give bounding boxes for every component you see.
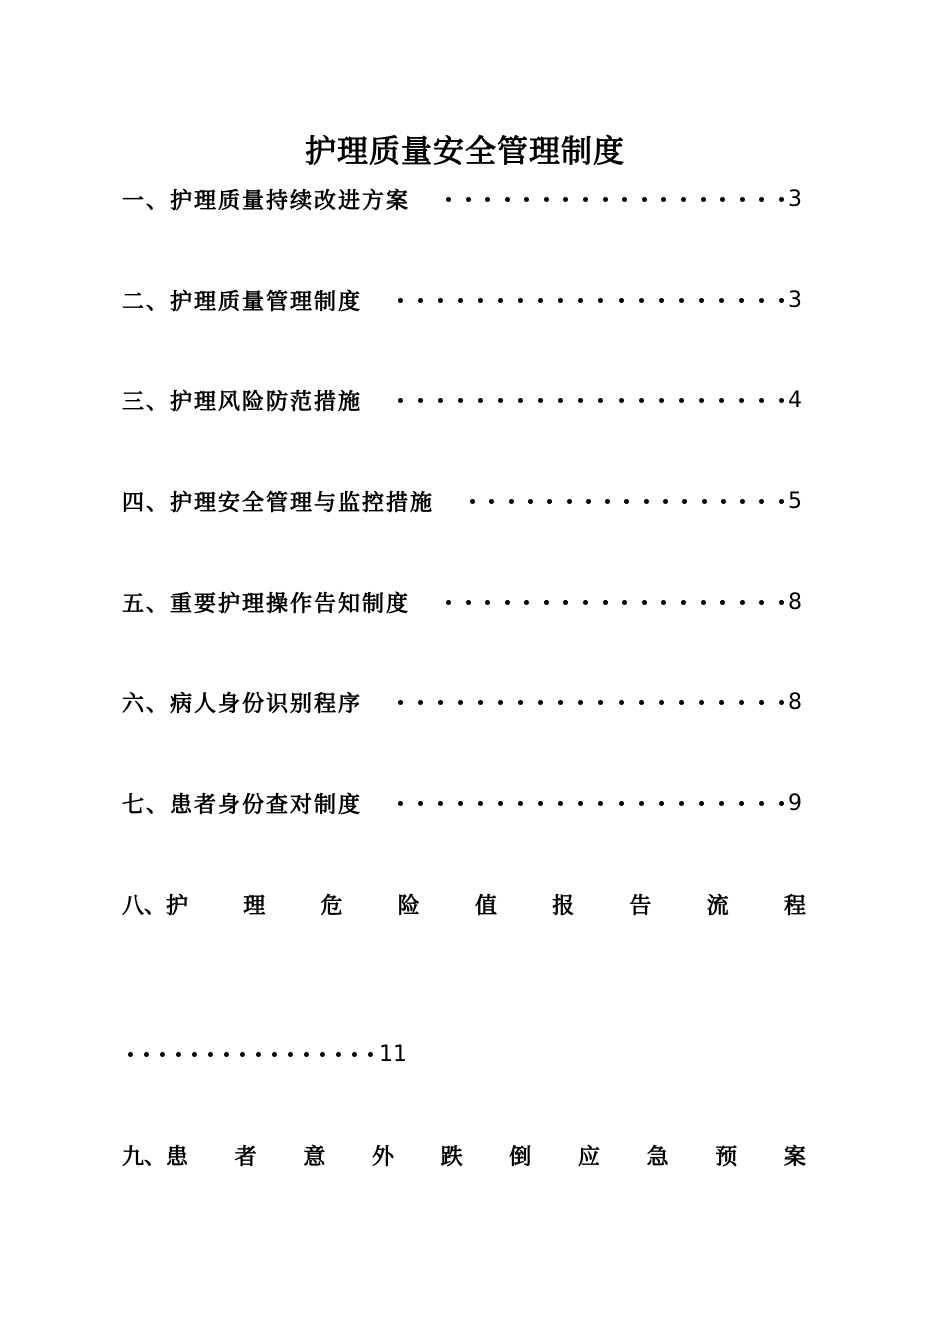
leader-dot: [518, 700, 523, 705]
leader-dot: [224, 1052, 229, 1057]
toc-entry-label: 一、护理质量持续改进方案: [122, 187, 411, 214]
leader-dot: [478, 298, 483, 303]
toc-entry-9-char: 外: [371, 1143, 394, 1170]
toc-leader-dots: [446, 183, 784, 215]
leader-dot: [563, 197, 568, 202]
leader-dot: [719, 801, 724, 806]
toc-entry-9-char: 预: [715, 1143, 738, 1170]
leader-dot: [779, 398, 784, 403]
leader-dot: [740, 600, 745, 605]
leader-dot: [739, 700, 744, 705]
document-title: 护理质量安全管理制度: [305, 134, 625, 170]
leader-dot: [505, 600, 510, 605]
leader-dot: [578, 700, 583, 705]
leader-dot: [470, 499, 475, 504]
leader-dot: [438, 398, 443, 403]
toc-entry[interactable]: [122, 183, 802, 215]
toc-entry-9-char: 者: [234, 1143, 257, 1170]
leader-dot: [661, 600, 666, 605]
toc-entry-label: 三、护理风险防范措施: [122, 388, 363, 415]
leader-dot: [699, 298, 704, 303]
leader-dot: [759, 298, 764, 303]
leader-dot: [578, 298, 583, 303]
toc-entry[interactable]: [122, 384, 802, 416]
leader-dot: [586, 499, 591, 504]
leader-dot: [505, 197, 510, 202]
toc-leader-dots: [446, 586, 784, 618]
leader-dot: [398, 801, 403, 806]
toc-entry[interactable]: [122, 686, 802, 718]
leader-dot: [699, 700, 704, 705]
toc-entry-label: 五、重要护理操作告知制度: [122, 590, 411, 617]
leader-dot: [446, 600, 451, 605]
leader-dot: [719, 398, 724, 403]
leader-dot: [702, 499, 707, 504]
leader-dot: [663, 499, 668, 504]
leader-dot: [639, 298, 644, 303]
leader-dot: [779, 700, 784, 705]
leader-dot: [699, 398, 704, 403]
leader-dot: [721, 499, 726, 504]
leader-dot: [759, 801, 764, 806]
leader-dot: [679, 700, 684, 705]
leader-dot: [639, 398, 644, 403]
toc-entry-9-char: 跌: [440, 1143, 463, 1170]
toc-entry-8[interactable]: [122, 888, 806, 920]
leader-dot: [418, 700, 423, 705]
leader-dot: [438, 801, 443, 806]
leader-dot: [524, 600, 529, 605]
leader-dot: [622, 197, 627, 202]
leader-dot: [558, 398, 563, 403]
leader-dot: [759, 197, 764, 202]
leader-dot: [598, 398, 603, 403]
toc-leader-dots: [470, 485, 784, 517]
leader-dot: [740, 499, 745, 504]
leader-dot: [509, 499, 514, 504]
leader-dot: [679, 398, 684, 403]
toc-entry-page-number: 4: [788, 387, 802, 413]
toc-entry-8-char: 危: [320, 892, 343, 919]
leader-dot: [538, 398, 543, 403]
leader-dot: [458, 298, 463, 303]
leader-dot: [659, 398, 664, 403]
leader-dot: [779, 298, 784, 303]
leader-dot: [538, 298, 543, 303]
leader-dot: [563, 600, 568, 605]
leader-dot: [485, 197, 490, 202]
leader-dot: [759, 499, 764, 504]
leader-dot: [739, 298, 744, 303]
leader-dot: [558, 700, 563, 705]
toc-entry-label: 二、护理质量管理制度: [122, 288, 363, 315]
toc-entry-9-char: 急: [646, 1143, 669, 1170]
leader-dot: [644, 499, 649, 504]
leader-dot: [719, 700, 724, 705]
toc-entry-9-char: 应: [577, 1143, 600, 1170]
toc-entry-label: 四、护理安全管理与监控措施: [122, 489, 435, 516]
leader-dot: [642, 197, 647, 202]
leader-dot: [518, 801, 523, 806]
toc-entry-page-number: 3: [788, 287, 802, 313]
leader-dot: [458, 700, 463, 705]
leader-dot: [438, 700, 443, 705]
leader-dot: [598, 298, 603, 303]
leader-dot: [418, 398, 423, 403]
leader-dot: [699, 801, 704, 806]
leader-dot: [622, 600, 627, 605]
leader-dot: [624, 499, 629, 504]
leader-dot: [639, 801, 644, 806]
leader-dot: [538, 801, 543, 806]
leader-dot: [578, 398, 583, 403]
leader-dot: [478, 398, 483, 403]
leader-dot: [779, 801, 784, 806]
toc-leader-dots: [398, 384, 784, 416]
leader-dot: [288, 1052, 293, 1057]
leader-dot: [759, 700, 764, 705]
leader-dot: [518, 298, 523, 303]
leader-dot: [759, 600, 764, 605]
leader-dot: [583, 197, 588, 202]
leader-dot: [466, 197, 471, 202]
toc-entry-page-number: 3: [788, 186, 802, 212]
leader-dot: [701, 197, 706, 202]
leader-dot: [679, 801, 684, 806]
toc-entry-label: 六、病人身份识别程序: [122, 690, 363, 717]
leader-dot: [368, 1052, 373, 1057]
leader-dot: [719, 298, 724, 303]
toc-entry-label: 七、患者身份查对制度: [122, 791, 363, 818]
leader-dot: [528, 499, 533, 504]
toc-entry-8-page-number: 11: [379, 1041, 407, 1067]
leader-dot: [544, 197, 549, 202]
leader-dot: [558, 298, 563, 303]
leader-dot: [642, 600, 647, 605]
toc-entry[interactable]: [122, 284, 802, 316]
leader-dot: [639, 700, 644, 705]
leader-dot: [779, 197, 784, 202]
leader-dot: [603, 197, 608, 202]
leader-dot: [583, 600, 588, 605]
leader-dot: [518, 398, 523, 403]
leader-dot: [192, 1052, 197, 1057]
leader-dot: [320, 1052, 325, 1057]
toc-entry-8-char: 险: [397, 892, 420, 919]
leader-dot: [160, 1052, 165, 1057]
leader-dot: [352, 1052, 357, 1057]
toc-entry-9-char: 九、患: [122, 1143, 189, 1170]
leader-dot: [681, 600, 686, 605]
leader-dot: [498, 801, 503, 806]
leader-dot: [720, 600, 725, 605]
toc-entry-8-continuation[interactable]: [128, 1038, 407, 1070]
toc-entry-8-char: 告: [629, 892, 652, 919]
leader-dot: [619, 700, 624, 705]
leader-dot: [739, 801, 744, 806]
toc-entry[interactable]: [122, 787, 802, 819]
leader-dot: [619, 801, 624, 806]
toc-entry-8-char: 八、护: [122, 892, 189, 919]
toc-leader-dots: [128, 1052, 373, 1057]
leader-dot: [498, 298, 503, 303]
leader-dot: [418, 298, 423, 303]
leader-dot: [524, 197, 529, 202]
leader-dot: [720, 197, 725, 202]
toc-entry-8-char: 值: [474, 892, 497, 919]
leader-dot: [176, 1052, 181, 1057]
leader-dot: [256, 1052, 261, 1057]
leader-dot: [659, 801, 664, 806]
leader-dot: [740, 197, 745, 202]
toc-entry-8-char: 流: [706, 892, 729, 919]
toc-entry-page-number: 9: [788, 790, 802, 816]
leader-dot: [208, 1052, 213, 1057]
leader-dot: [398, 398, 403, 403]
leader-dot: [458, 398, 463, 403]
toc-entry-8-char: 程: [783, 892, 806, 919]
toc-entry-page-number: 8: [788, 689, 802, 715]
toc-entry-8-char: 报: [552, 892, 575, 919]
toc-leader-dots: [398, 686, 784, 718]
leader-dot: [466, 600, 471, 605]
leader-dot: [272, 1052, 277, 1057]
leader-dot: [538, 700, 543, 705]
leader-dot: [603, 600, 608, 605]
toc-entry-page-number: 5: [788, 488, 802, 514]
leader-dot: [544, 600, 549, 605]
leader-dot: [240, 1052, 245, 1057]
leader-dot: [578, 801, 583, 806]
leader-dot: [489, 499, 494, 504]
leader-dot: [446, 197, 451, 202]
leader-dot: [478, 700, 483, 705]
leader-dot: [478, 801, 483, 806]
leader-dot: [701, 600, 706, 605]
toc-entry-9-char: 倒: [509, 1143, 532, 1170]
leader-dot: [458, 801, 463, 806]
toc-entry[interactable]: [122, 586, 802, 618]
leader-dot: [605, 499, 610, 504]
leader-dot: [438, 298, 443, 303]
leader-dot: [558, 801, 563, 806]
leader-dot: [779, 600, 784, 605]
toc-entry-9-char: 意: [303, 1143, 326, 1170]
leader-dot: [304, 1052, 309, 1057]
leader-dot: [619, 398, 624, 403]
leader-dot: [681, 197, 686, 202]
leader-dot: [739, 398, 744, 403]
leader-dot: [682, 499, 687, 504]
leader-dot: [759, 398, 764, 403]
leader-dot: [336, 1052, 341, 1057]
leader-dot: [661, 197, 666, 202]
leader-dot: [598, 801, 603, 806]
toc-entry-page-number: 8: [788, 589, 802, 615]
leader-dot: [598, 700, 603, 705]
toc-entry-9-char: 案: [783, 1143, 806, 1170]
leader-dot: [619, 298, 624, 303]
leader-dot: [679, 298, 684, 303]
leader-dot: [498, 700, 503, 705]
leader-dot: [547, 499, 552, 504]
leader-dot: [567, 499, 572, 504]
toc-entry-9[interactable]: [122, 1139, 806, 1171]
leader-dot: [398, 298, 403, 303]
toc-entry[interactable]: [122, 485, 802, 517]
leader-dot: [659, 298, 664, 303]
leader-dot: [485, 600, 490, 605]
leader-dot: [498, 398, 503, 403]
leader-dot: [128, 1052, 133, 1057]
leader-dot: [779, 499, 784, 504]
leader-dot: [144, 1052, 149, 1057]
toc-entry-8-char: 理: [243, 892, 266, 919]
leader-dot: [418, 801, 423, 806]
toc-leader-dots: [398, 787, 784, 819]
leader-dot: [398, 700, 403, 705]
toc-leader-dots: [398, 284, 784, 316]
leader-dot: [659, 700, 664, 705]
